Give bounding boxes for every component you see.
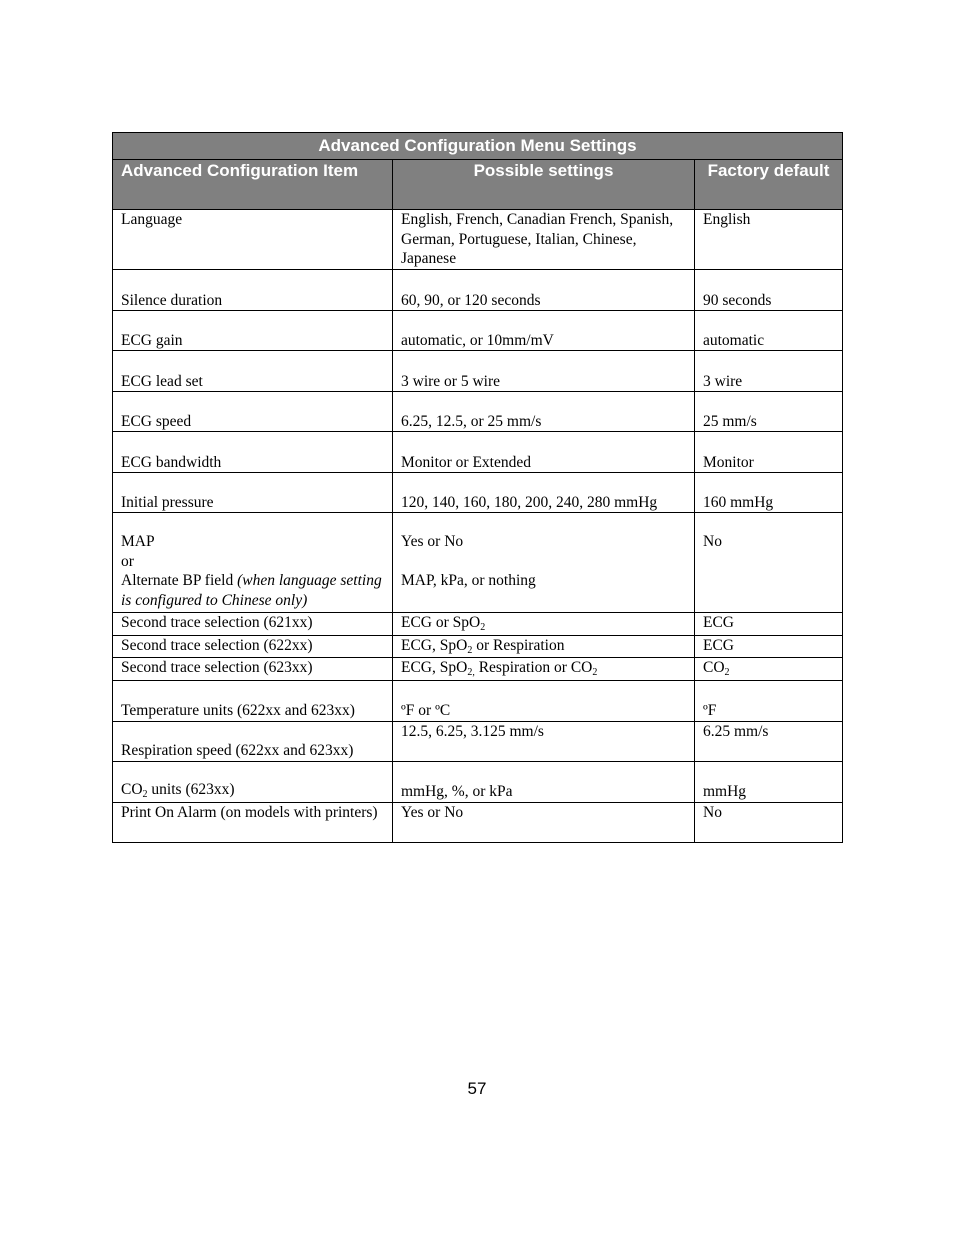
table-row <box>113 513 843 613</box>
default-cell: ECG <box>695 635 843 658</box>
item-cell: Respiration speed (622xx and 623xx) <box>113 721 393 761</box>
settings-cell: 3 wire or 5 wire <box>393 351 695 392</box>
subscript: 2 <box>592 667 598 678</box>
item-cell: Temperature units (622xx and 623xx) <box>113 680 393 721</box>
table-row <box>113 311 843 351</box>
settings-text: Respiration or CO <box>474 659 593 676</box>
item-note: (when language setting is configured to Chinese only) <box>121 572 382 609</box>
item-cell <box>113 761 393 802</box>
item-cell: Initial pressure <box>113 473 393 513</box>
subscript: 2 <box>142 789 148 800</box>
item-line: MAP <box>121 533 155 550</box>
item-cell: Second trace selection (623xx) <box>113 658 393 681</box>
item-text: CO <box>121 781 143 798</box>
default-cell: ECG <box>695 613 843 636</box>
table-title: Advanced Configuration Menu Settings <box>113 133 843 160</box>
item-cell: ECG bandwidth <box>113 432 393 473</box>
table-row <box>113 761 843 802</box>
settings-cell: 60, 90, or 120 seconds <box>393 270 695 311</box>
subscript: 2 <box>480 622 486 633</box>
default-cell: No <box>695 802 843 842</box>
page-number: 57 <box>467 1079 487 1098</box>
default-cell: Monitor <box>695 432 843 473</box>
column-header-item: Advanced Configuration Item <box>113 160 393 210</box>
subscript: 2 <box>467 644 473 656</box>
advanced-configuration-table <box>112 132 843 843</box>
table-header-row <box>113 160 843 210</box>
settings-cell <box>393 635 695 658</box>
default-cell: 25 mm/s <box>695 392 843 432</box>
item-cell <box>113 513 393 613</box>
column-header-settings: Possible settings <box>393 160 695 210</box>
settings-cell: Yes or No <box>393 802 695 842</box>
table-row <box>113 392 843 432</box>
settings-cell <box>393 613 695 636</box>
settings-line: Yes or No <box>401 533 464 550</box>
item-line: or <box>121 552 134 570</box>
item-line <box>121 571 384 610</box>
table-row <box>113 210 843 270</box>
column-header-default: Factory default <box>695 160 843 210</box>
settings-cell <box>393 658 695 681</box>
subscript: 2, <box>467 667 475 678</box>
table-title-row <box>113 133 843 160</box>
item-cell: Second trace selection (622xx) <box>113 635 393 658</box>
table-row <box>113 802 843 842</box>
item-cell: Language <box>113 210 393 270</box>
item-cell: Second trace selection (621xx) <box>113 613 393 636</box>
settings-text: ECG, SpO <box>401 659 468 676</box>
default-cell: No <box>695 513 843 613</box>
item-text: Alternate BP field <box>121 572 234 589</box>
table-row <box>113 473 843 513</box>
item-cell: Silence duration <box>113 270 393 311</box>
settings-cell: 12.5, 6.25, 3.125 mm/s <box>393 721 695 761</box>
settings-text: ECG, SpO <box>401 636 468 654</box>
default-cell <box>695 658 843 681</box>
settings-cell: automatic, or 10mm/mV <box>393 311 695 351</box>
settings-text: or Respiration <box>472 636 565 654</box>
item-cell: ECG lead set <box>113 351 393 392</box>
default-cell: automatic <box>695 311 843 351</box>
table-row <box>113 658 843 681</box>
table-row <box>113 270 843 311</box>
settings-cell: ºF or ºC <box>393 680 695 721</box>
default-cell: 6.25 mm/s <box>695 721 843 761</box>
default-cell: English <box>695 210 843 270</box>
table-row <box>113 432 843 473</box>
subscript: 2 <box>724 667 730 678</box>
default-cell: 160 mmHg <box>695 473 843 513</box>
settings-text: ECG or SpO <box>401 614 481 631</box>
default-cell: mmHg <box>695 761 843 802</box>
table-row <box>113 351 843 392</box>
default-text: CO <box>703 659 725 676</box>
item-cell: ECG speed <box>113 392 393 432</box>
settings-cell: mmHg, %, or kPa <box>393 761 695 802</box>
table-row <box>113 635 843 658</box>
table-row <box>113 680 843 721</box>
item-cell: Print On Alarm (on models with printers) <box>113 802 393 842</box>
settings-cell: English, French, Canadian French, Spanish, German, Portuguese, Italian, Chinese, Japanese <box>393 210 695 270</box>
settings-line: MAP, kPa, or nothing <box>401 572 536 589</box>
settings-cell: Monitor or Extended <box>393 432 695 473</box>
settings-cell <box>393 513 695 613</box>
default-cell: 90 seconds <box>695 270 843 311</box>
item-text: units (623xx) <box>147 781 235 798</box>
table-row <box>113 721 843 761</box>
table-row <box>113 613 843 636</box>
item-cell: ECG gain <box>113 311 393 351</box>
default-cell: ºF <box>695 680 843 721</box>
default-cell: 3 wire <box>695 351 843 392</box>
settings-cell: 6.25, 12.5, or 25 mm/s <box>393 392 695 432</box>
settings-cell: 120, 140, 160, 180, 200, 240, 280 mmHg <box>393 473 695 513</box>
